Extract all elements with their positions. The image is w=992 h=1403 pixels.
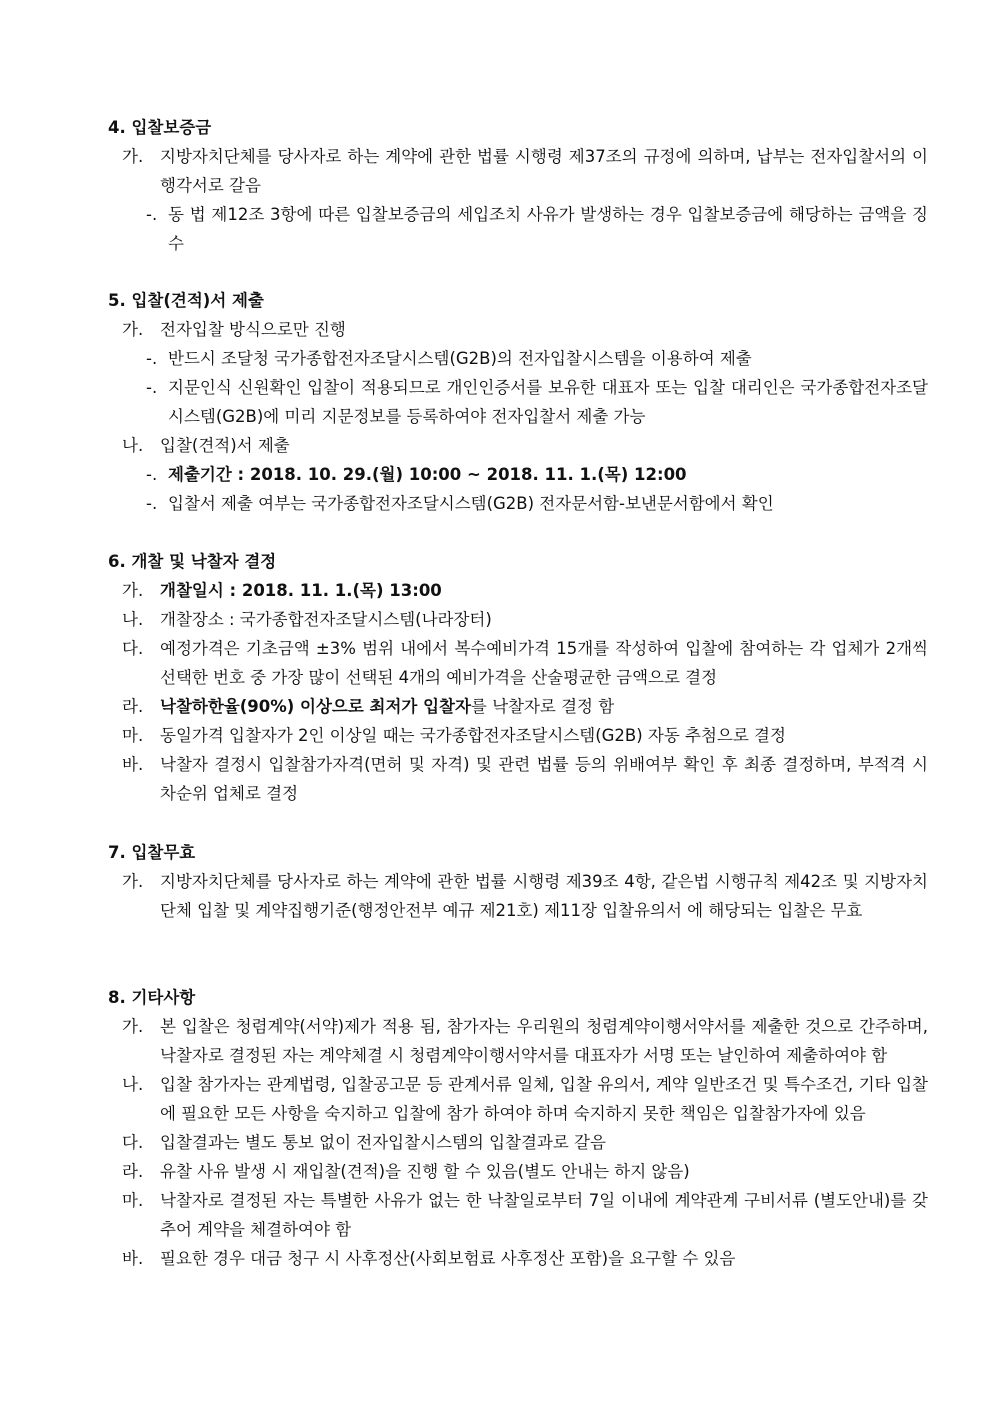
item-marker: 가. bbox=[122, 147, 144, 166]
item-text: 필요한 경우 대금 청구 시 사후정산(사회보험료 사후정산 포함)을 요구할 수 있음 bbox=[160, 1249, 736, 1268]
list-item bbox=[108, 142, 928, 200]
submission-period: 제출기간 : 2018. 10. 29.(월) 10:00 ~ 2018. 11. 1.(목) 12:00 bbox=[168, 465, 687, 484]
item-marker: 바. bbox=[122, 755, 144, 774]
list-item bbox=[108, 692, 928, 721]
section-bid-invalid bbox=[108, 838, 928, 925]
item-text: 낙찰자로 결정된 자는 특별한 사유가 없는 한 낙찰일로부터 7일 이내에 계약관계 구비서류 (별도안내)를 갖추어 계약을 체결하여야 함 bbox=[160, 1191, 928, 1239]
item-text: 를 낙찰자로 결정 함 bbox=[470, 697, 615, 716]
item-marker: 마. bbox=[122, 1191, 144, 1210]
item-marker: -. bbox=[146, 205, 158, 224]
item-marker: -. bbox=[146, 349, 158, 368]
item-marker: 나. bbox=[122, 436, 144, 455]
section-heading: 8. 기타사항 bbox=[108, 988, 196, 1007]
section-bid-submission bbox=[108, 286, 928, 518]
list-item bbox=[108, 1244, 928, 1273]
item-text: 지문인식 신원확인 입찰이 적용되므로 개인인증서를 보유한 대표자 또는 입찰 대리인은 국가종합전자조달시스템(G2B)에 미리 지문정보를 등록하여야 전자입찰서 제출 가능 bbox=[168, 378, 928, 426]
item-marker: -. bbox=[146, 465, 158, 484]
item-marker: 라. bbox=[122, 697, 144, 716]
item-marker: 다. bbox=[122, 1133, 144, 1152]
list-subitem bbox=[108, 460, 928, 489]
item-marker: 가. bbox=[122, 320, 144, 339]
item-text: 낙찰자 결정시 입찰참가자격(면허 및 자격) 및 관련 법률 등의 위배여부 확인 후 최종 결정하며, 부적격 시 차순위 업체로 결정 bbox=[160, 755, 928, 803]
item-marker: 가. bbox=[122, 1017, 144, 1036]
item-marker: 나. bbox=[122, 610, 144, 629]
item-text: 입찰결과는 별도 통보 없이 전자입찰시스템의 입찰결과로 갈음 bbox=[160, 1133, 606, 1152]
item-text: 개찰장소 : 국가종합전자조달시스템(나라장터) bbox=[160, 610, 492, 629]
section-heading: 7. 입찰무효 bbox=[108, 843, 196, 862]
section-heading: 4. 입찰보증금 bbox=[108, 118, 212, 137]
item-text: 예정가격은 기초금액 ±3% 범위 내에서 복수예비가격 15개를 작성하여 입찰에 참여하는 각 업체가 2개씩 선택한 번호 중 가장 많이 선택된 4개의 예비가격을 산술평균한 금액으로 결정 bbox=[160, 639, 928, 687]
item-marker: 나. bbox=[122, 1075, 144, 1094]
item-marker: 마. bbox=[122, 726, 144, 745]
item-marker: 가. bbox=[122, 872, 144, 891]
list-item bbox=[108, 1157, 928, 1186]
section-opening-award bbox=[108, 547, 928, 808]
item-marker: 다. bbox=[122, 639, 144, 658]
item-text: 입찰(견적)서 제출 bbox=[160, 436, 290, 455]
list-item bbox=[108, 576, 928, 605]
item-text: 입찰 참가자는 관계법령, 입찰공고문 등 관계서류 일체, 입찰 유의서, 계약 일반조건 및 특수조건, 기타 입찰에 필요한 모든 사항을 숙지하고 입찰에 참가 하여야 하며 숙지하지 못한 책임은 입찰참가자에 있음 bbox=[160, 1075, 928, 1123]
list-item bbox=[108, 315, 928, 344]
item-text: 동일가격 입찰자가 2인 이상일 때는 국가종합전자조달시스템(G2B) 자동 추첨으로 결정 bbox=[160, 726, 786, 745]
opening-datetime: 개찰일시 : 2018. 11. 1.(목) 13:00 bbox=[160, 581, 442, 600]
section-heading: 6. 개찰 및 낙찰자 결정 bbox=[108, 552, 277, 571]
item-marker: 가. bbox=[122, 581, 144, 600]
award-criteria-bold: 낙찰하한율(90%) 이상으로 최저가 입찰자 bbox=[160, 697, 471, 716]
item-text: 입찰서 제출 여부는 국가종합전자조달시스템(G2B) 전자문서함-보낸문서함에서 확인 bbox=[168, 494, 774, 513]
item-text: 지방자치단체를 당사자로 하는 계약에 관한 법률 시행령 제39조 4항, 같은법 시행규칙 제42조 및 지방자치단체 입찰 및 계약집행기준(행정안전부 예규 제21호) 제11장 입찰유의서 에 해당되는 입찰은 무효 bbox=[160, 872, 928, 920]
item-text: 유찰 사유 발생 시 재입찰(견적)을 진행 할 수 있음(별도 안내는 하지 않음) bbox=[160, 1162, 690, 1181]
list-item bbox=[108, 1128, 928, 1157]
list-subitem bbox=[108, 344, 928, 373]
list-subitem bbox=[108, 489, 928, 518]
list-item bbox=[108, 1012, 928, 1070]
list-item bbox=[108, 605, 928, 634]
item-marker: -. bbox=[146, 494, 158, 513]
list-item bbox=[108, 867, 928, 925]
section-heading: 5. 입찰(견적)서 제출 bbox=[108, 291, 264, 310]
list-subitem bbox=[108, 200, 928, 258]
list-item bbox=[108, 431, 928, 460]
item-text: 지방자치단체를 당사자로 하는 계약에 관한 법률 시행령 제37조의 규정에 의하며, 납부는 전자입찰서의 이행각서로 갈음 bbox=[160, 147, 928, 195]
list-item bbox=[108, 1186, 928, 1244]
item-marker: -. bbox=[146, 378, 158, 397]
list-item bbox=[108, 634, 928, 692]
item-marker: 라. bbox=[122, 1162, 144, 1181]
item-text: 반드시 조달청 국가종합전자조달시스템(G2B)의 전자입찰시스템을 이용하여 제출 bbox=[168, 349, 752, 368]
item-marker: 바. bbox=[122, 1249, 144, 1268]
list-item bbox=[108, 750, 928, 808]
item-text: 동 법 제12조 3항에 따른 입찰보증금의 세입조치 사유가 발생하는 경우 입찰보증금에 해당하는 금액을 징수 bbox=[168, 205, 928, 253]
item-text: 전자입찰 방식으로만 진행 bbox=[160, 320, 346, 339]
list-item bbox=[108, 721, 928, 750]
section-miscellaneous bbox=[108, 983, 928, 1273]
item-text: 본 입찰은 청렴계약(서약)제가 적용 됨, 참가자는 우리원의 청렴계약이행서약서를 제출한 것으로 간주하며, 낙찰자로 결정된 자는 계약체결 시 청렴계약이행서약서를 대표자가 서명 또는 날인하여 제출하여야 함 bbox=[160, 1017, 928, 1065]
list-subitem bbox=[108, 373, 928, 431]
list-item bbox=[108, 1070, 928, 1128]
section-bid-deposit bbox=[108, 113, 928, 258]
